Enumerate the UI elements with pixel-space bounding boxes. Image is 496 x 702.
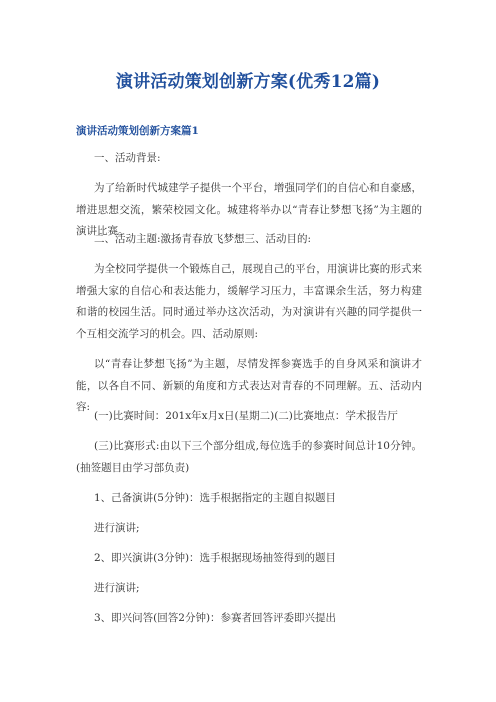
paragraph-impromptu-speech-cont: 进行演讲; [94,582,140,594]
paragraph-background-heading: 一、活动背景: [94,152,161,164]
paragraph-theme-purpose-heading: 二、活动主题:激扬青春放飞梦想三、活动目的: [94,233,312,245]
section-heading: 演讲活动策划创新方案篇1 [76,125,199,137]
paragraph-purpose-body: 为全校同学提供一个锻炼自己，展现自己的平台，用演讲比赛的形式来增强大家的自信心和表达能力，缓解学习压力，丰富课余生活，努力构建和谐的校园生活。同时通过举办这次活动，为对演讲有兴趣的同学提供一个互相交流学习的机会。四、活动原则: [76,263,422,340]
paragraph-prepared-speech: 1、己备演讲(5分钟)：选手根据指定的主题自拟题目 [94,492,337,504]
paragraph-background-body: 为了给新时代城建学子提供一个平台，增强同学们的自信心和自豪感，增进思想交流，繁荣校园文化。城建将举办以“青春让梦想飞扬”为主题的演讲比赛。 [76,182,422,237]
paragraph-time-location: (一)比赛时间：201x年x月x日(星期二)(二)比赛地点：学术报告厅 [94,410,398,422]
paragraph-impromptu-speech: 2、即兴演讲(3分钟)：选手根据现场抽签得到的题目 [94,552,337,564]
paragraph-impromptu-qa: 3、即兴问答(回答2分钟)：参赛者回答评委即兴提出 [94,612,337,624]
paragraph-prepared-speech-cont: 进行演讲; [94,522,140,534]
paragraph-format: (三)比赛形式:由以下三个部分组成,每位选手的参赛时间总计10分钟。(抽签题目由学习部负责) [76,440,422,474]
paragraph-principle-body: 以“青春让梦想飞扬”为主题，尽情发挥参赛选手的自身风采和演讲才能，以各自不同、新颖的角度和方式表达对青春的不同理解。五、活动内容: [76,358,422,413]
document-title: 演讲活动策划创新方案(优秀12篇) [115,72,381,92]
